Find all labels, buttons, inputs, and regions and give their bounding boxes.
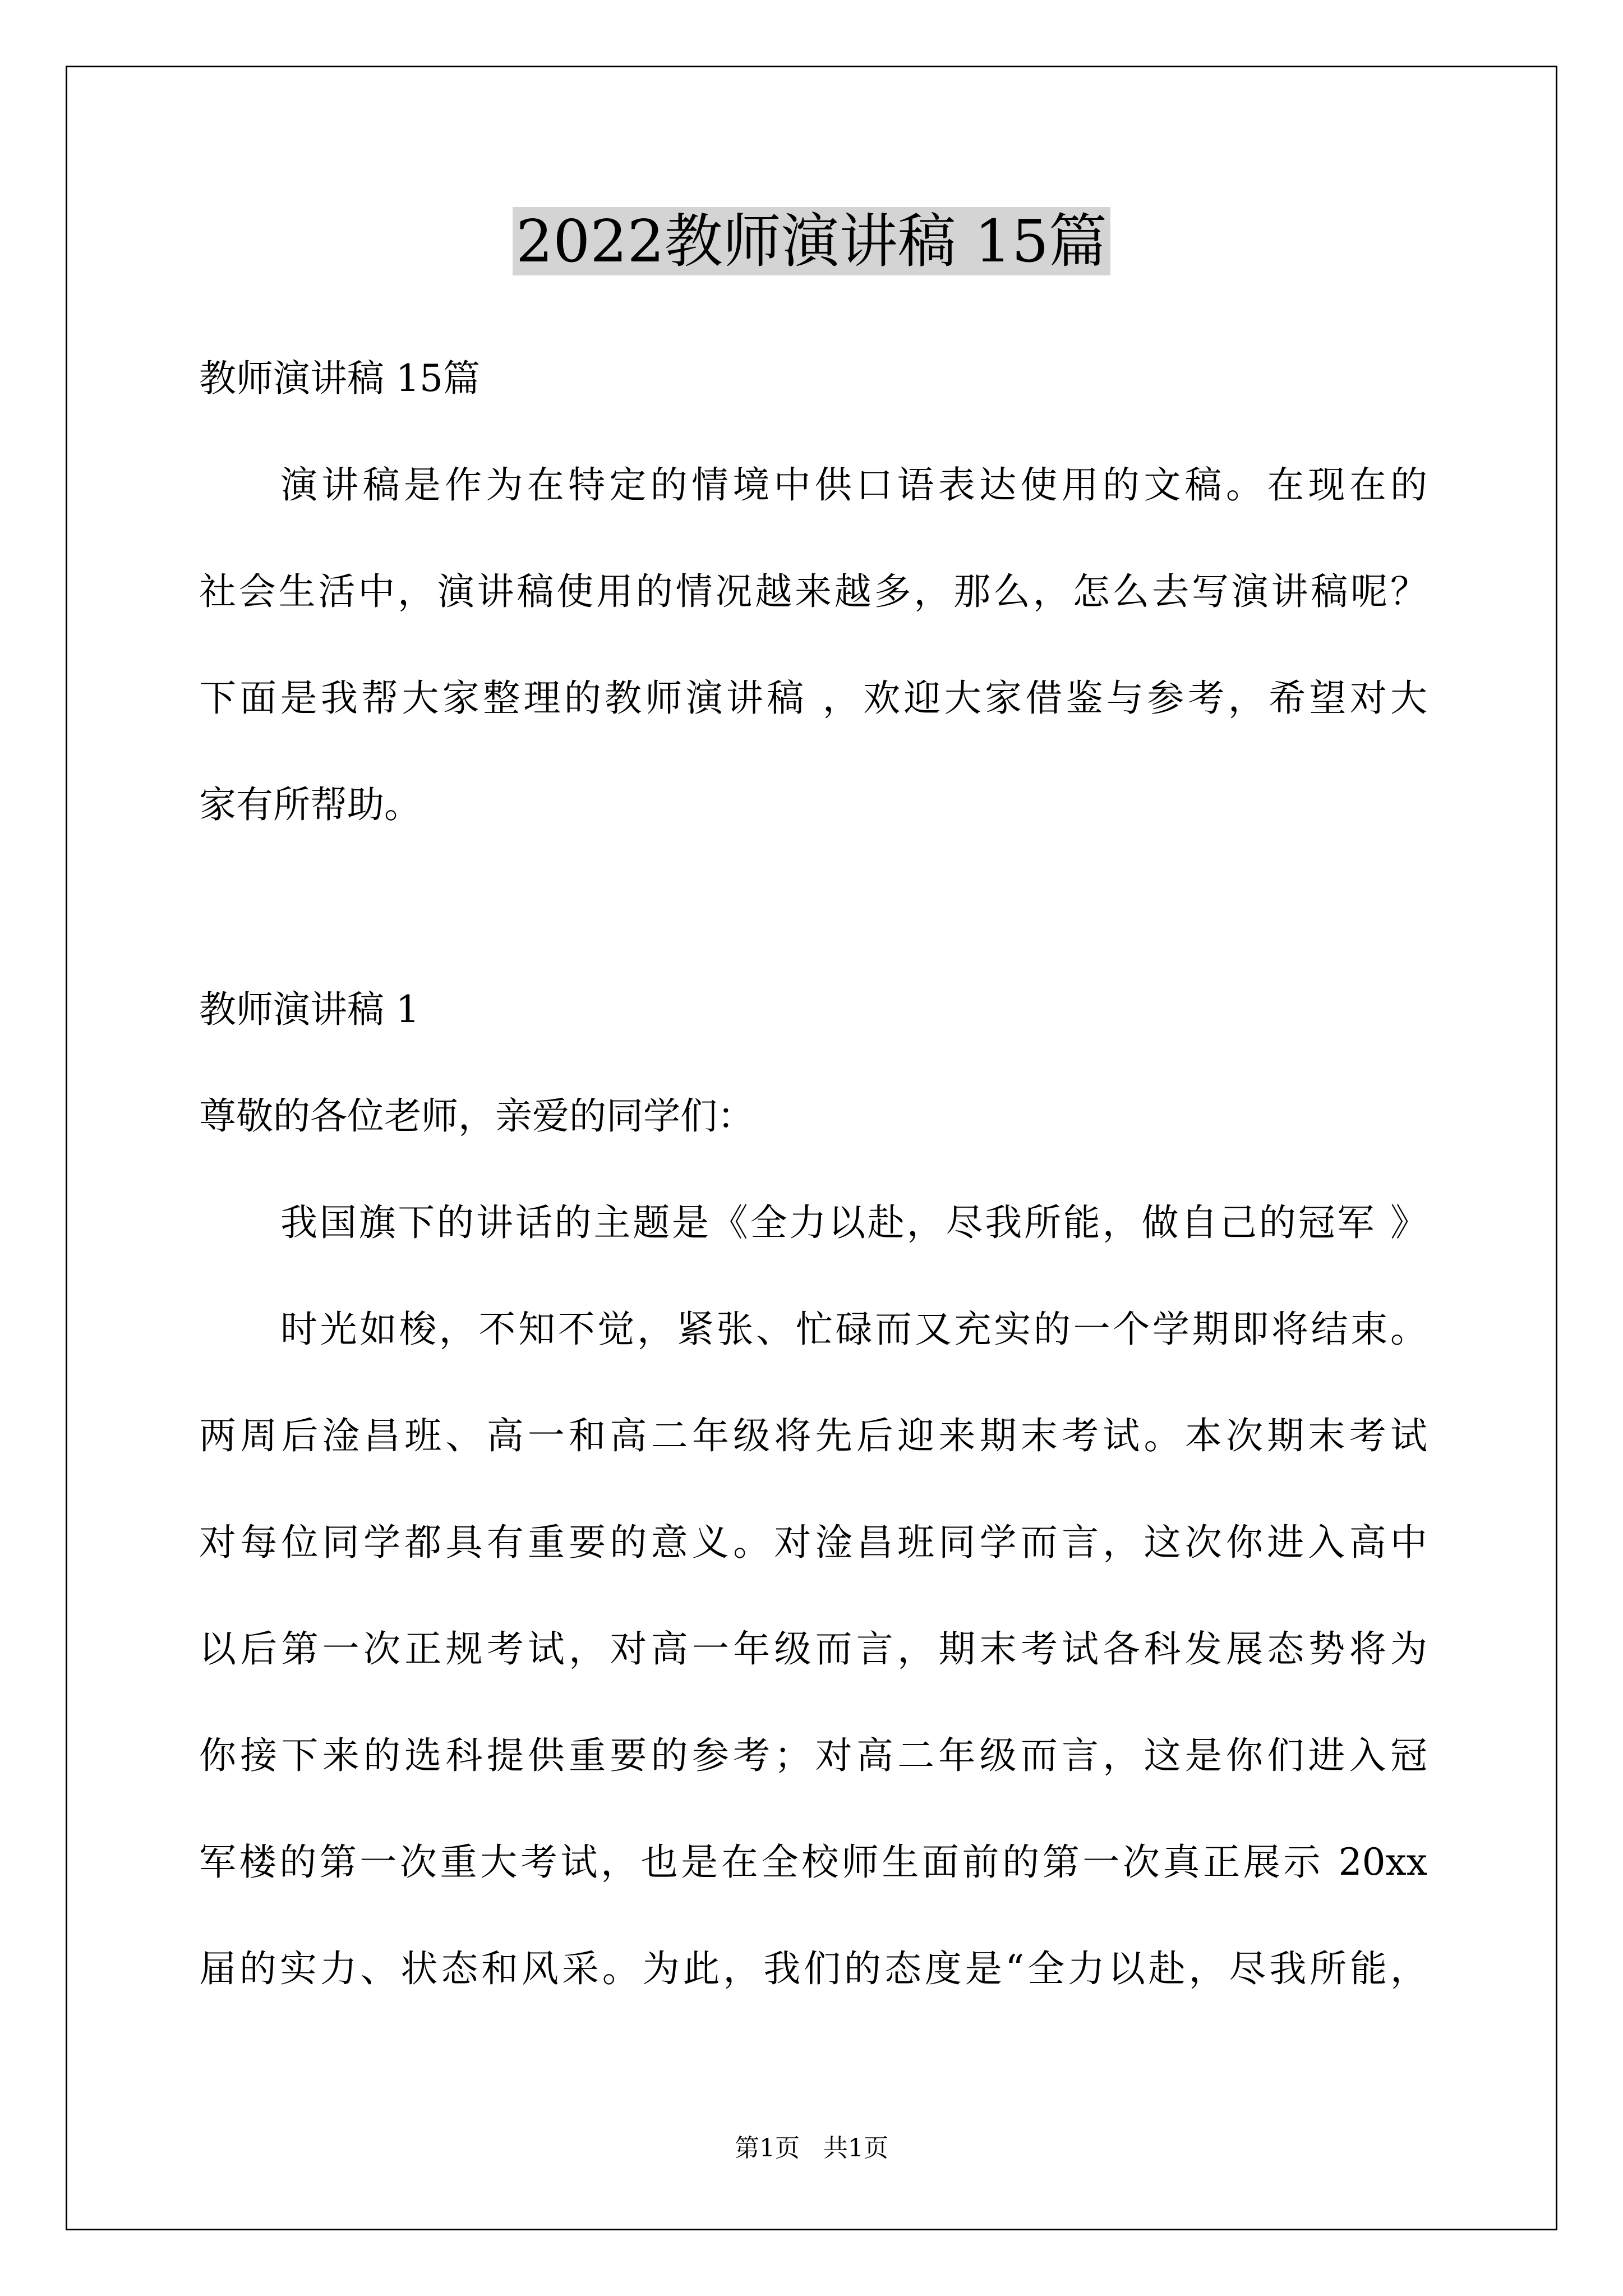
page-footer: 第1页 共1页 (735, 2134, 888, 2162)
body-line: 对每位同学都具有重要的意义。对淦昌班同学而言，这次你进入高中 (199, 1521, 1427, 1564)
body-line: 届的实力、状态和风采。为此，我们的态度是“全力以赴，尽我所能， (199, 1947, 1427, 1990)
document-title (0, 205, 1623, 278)
section-heading: 教师演讲稿 1 (199, 988, 419, 1031)
intro-line: 社会生活中，演讲稿使用的情况越来越多，那么，怎么去写演讲稿呢？ (199, 570, 1427, 613)
body-line: 时光如梭，不知不觉，紧张、忙碌而又充实的一个学期即将结束。 (280, 1308, 1427, 1351)
salutation: 尊敬的各位老师，亲爱的同学们： (199, 1094, 754, 1138)
intro-line: 家有所帮助。 (199, 783, 421, 826)
body-line: 军楼的第一次重大考试，也是在全校师生面前的第一次真正展示 20xx (199, 1841, 1427, 1884)
intro-line: 演讲稿是作为在特定的情境中供口语表达使用的文稿。在现在的 (280, 463, 1427, 507)
intro-line: 下面是我帮大家整理的教师演讲稿 ，欢迎大家借鉴与参考，希望对大 (199, 677, 1427, 720)
body-line: 你接下来的选科提供重要的参考；对高二年级而言，这是你们进入冠 (199, 1734, 1427, 1777)
theme-line: 我国旗下的讲话的主题是《全力以赴，尽我所能，做自己的冠军 》 (280, 1201, 1427, 1244)
body-line: 以后第一次正规考试，对高一年级而言，期末考试各科发展态势将为 (199, 1627, 1427, 1671)
subtitle: 教师演讲稿 15篇 (199, 357, 480, 400)
body-line: 两周后淦昌班、高一和高二年级将先后迎来期末考试。本次期末考试 (199, 1414, 1427, 1457)
document-title-text: 2022教师演讲稿 15篇 (513, 207, 1110, 275)
